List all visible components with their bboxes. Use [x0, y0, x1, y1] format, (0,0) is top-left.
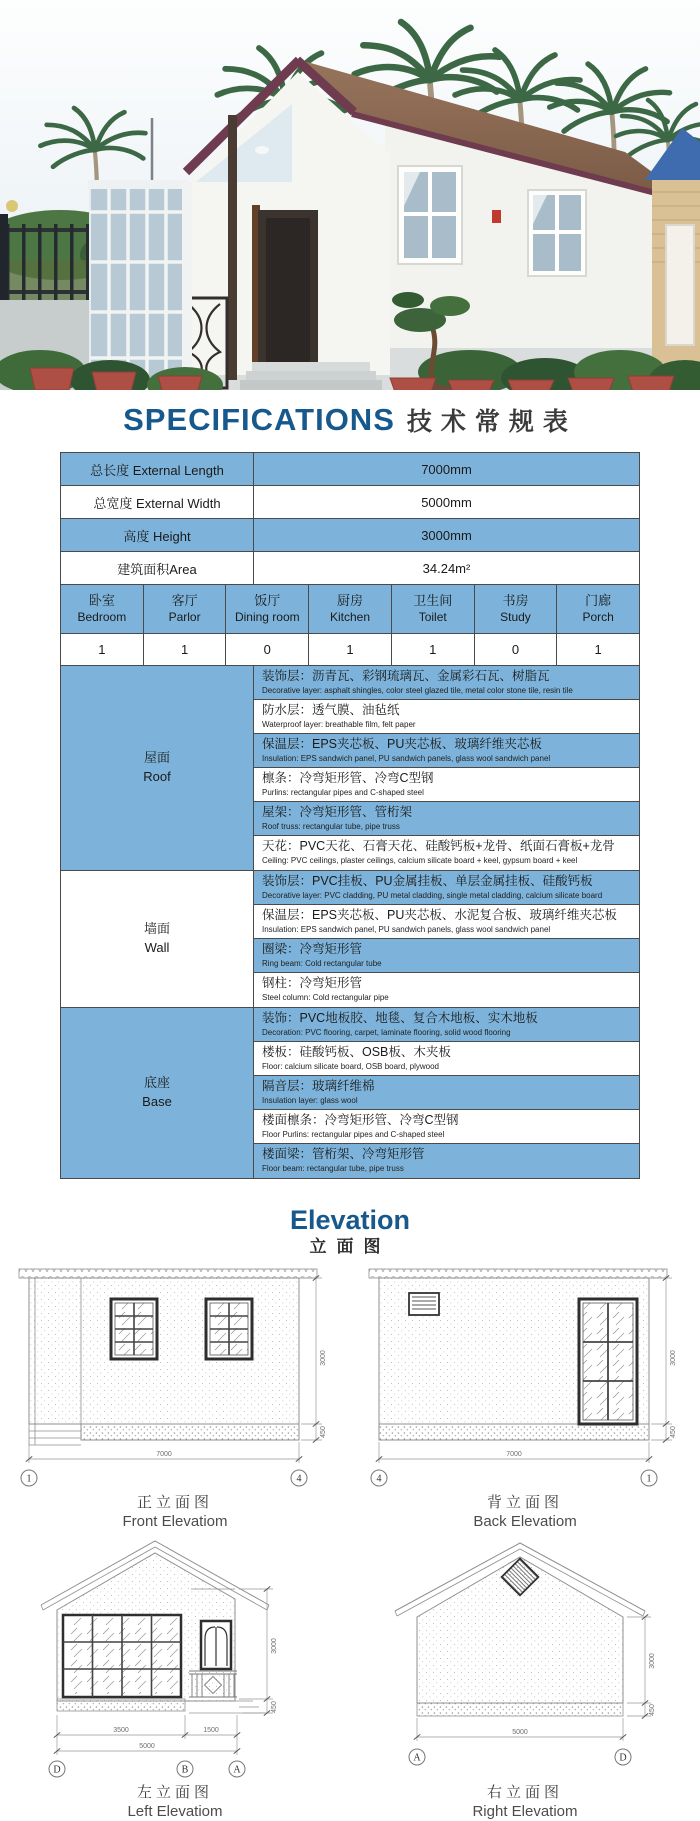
dim-width: 7000: [156, 1451, 172, 1458]
dim-value: 34.24m²: [422, 560, 471, 576]
grid-bubble-left: [21, 1470, 37, 1486]
table-row: 楼面檩条：冷弯矩形管、冷弯C型钢 Floor Purlins: rectangular pipes and C-shaped steel: [254, 1110, 639, 1144]
rooms-header-row: [61, 585, 639, 634]
table-row: 装饰层：PVC挂板、PU金属挂板、单层金属挂板、硅酸钙板 Decorative layer: PVC cladding, PU metal cladding, single metal cladding, calcium silicate board: [254, 871, 639, 905]
steps: [240, 362, 382, 390]
front-caption-en: Front Elevatiom: [122, 1513, 228, 1530]
dim-value: 7000mm: [421, 461, 472, 477]
left-caption-en: Left Elevatiom: [127, 1803, 223, 1820]
svg-text:A: A: [233, 1764, 241, 1776]
section-wall: [61, 871, 639, 1008]
svg-text:D: D: [619, 1752, 627, 1764]
dim-label: 总长度 External Length: [61, 453, 254, 485]
section-base: [61, 1008, 639, 1178]
right-caption-en: Right Elevatiom: [472, 1803, 578, 1820]
grid-bubble-right: [229, 1761, 245, 1777]
window-2: [528, 190, 586, 276]
grid-bubble-left: [49, 1761, 65, 1777]
steps: [235, 1701, 265, 1713]
svg-text:A: A: [413, 1752, 421, 1764]
dim-label: 建筑面积Area: [61, 552, 254, 584]
room-count: 1: [61, 634, 144, 665]
room-header-porch: 门廊 Porch: [582, 592, 614, 624]
dim-base: 450: [320, 1426, 327, 1438]
grid-bubble-left: [371, 1470, 387, 1486]
dim-value: 3000mm: [421, 527, 472, 543]
sunroom: [88, 180, 192, 378]
svg-text:D: D: [53, 1764, 61, 1776]
back-elevation: [350, 1263, 700, 1531]
window-1: [398, 166, 462, 264]
front-window-1: [111, 1299, 157, 1359]
table-row: 保温层：EPS夹芯板、PU夹芯板、水泥复合板、玻璃纤维夹芯板 Insulation: EPS sandwich panel, PU sandwich panels, glass wool sandwich panel: [254, 905, 639, 939]
room-count: 0: [475, 634, 558, 665]
table-row: 圈梁：冷弯矩形管 Ring beam: Cold rectangular tube: [254, 939, 639, 973]
elevation-drawings: [0, 1263, 700, 1821]
base-band: [57, 1699, 185, 1711]
front-caption-cn: 正立面图: [136, 1494, 213, 1511]
dim-width: 5000: [139, 1743, 155, 1750]
table-row: 天花：PVC天花、石膏天花、硅酸钙板+龙骨、纸面石膏板+龙骨 Ceiling: PVC ceilings, plaster ceilings, calcium silicate board + keel, gypsum board + keel: [254, 836, 639, 870]
base-band: [417, 1703, 623, 1716]
dim-height: 3000: [320, 1350, 327, 1366]
svg-text:1: 1: [646, 1473, 652, 1485]
rooms-count-row: [61, 634, 639, 666]
dim-height: 3000: [271, 1638, 278, 1654]
table-row: 装饰：PVC地板胶、地毯、复合木地板、实木地板 Decoration: PVC flooring, carpet, laminate flooring, solid wood flooring: [254, 1008, 639, 1042]
room-count: 0: [226, 634, 309, 665]
room-header-dining-room: 饭厅 Dining room: [226, 585, 309, 633]
dim-row-area: [61, 552, 639, 585]
section-roof: [61, 666, 639, 871]
section-label-roof: 屋面 Roof: [61, 666, 254, 870]
dim-row-height: [61, 519, 639, 552]
dim-width: 5000: [512, 1729, 528, 1736]
back-caption-cn: 背立面图: [486, 1494, 563, 1511]
table-row: 防水层：透气膜、油毡纸 Waterproof layer: breathable film, felt paper: [254, 700, 639, 734]
room-header-bedroom: 卧室 Bedroom: [61, 585, 144, 633]
svg-text:4: 4: [376, 1473, 382, 1485]
table-row: 隔音层：玻璃纤维棉 Insulation layer: glass wool: [254, 1076, 639, 1110]
dim-value: 5000mm: [421, 494, 472, 510]
page-title: [0, 390, 700, 450]
page-title-cn: 技术常规表: [406, 408, 577, 436]
room-header-kitchen: 厨房 Kitchen: [309, 585, 392, 633]
elevation-title-en: Elevation: [289, 1205, 411, 1235]
right-caption-cn: 右立面图: [486, 1784, 563, 1801]
dim-row-external-length: [61, 453, 639, 486]
right-elevation-drawing: [355, 1531, 695, 1783]
page-title-en: SPECIFICATIONS: [123, 402, 395, 437]
back-window: [579, 1299, 637, 1424]
section-label-base: 底座 Base: [61, 1008, 254, 1178]
section-label-wall: 墙面 Wall: [61, 871, 254, 1007]
front-elevation: [0, 1263, 350, 1531]
elevation-title-cn: 立面图: [309, 1237, 391, 1256]
left-elevation: [0, 1531, 350, 1821]
dim-label: 总宽度 External Width: [61, 486, 254, 518]
left-elevation-drawing: [5, 1531, 345, 1783]
dim-width: 7000: [506, 1451, 522, 1458]
louver-vent: [409, 1293, 439, 1315]
table-row: 楼面梁：管桁架、冷弯矩形管 Floor beam: rectangular tube, pipe truss: [254, 1144, 639, 1178]
dim-height: 3000: [670, 1350, 677, 1366]
table-row: 屋架：冷弯矩形管、管桁架 Roof truss: rectangular tube, pipe truss: [254, 802, 639, 836]
dim-seg1: 3500: [113, 1727, 129, 1734]
right-elevation: [350, 1531, 700, 1821]
porch-lamp: [255, 146, 269, 154]
front-window-2: [206, 1299, 252, 1359]
dim-base: 450: [670, 1426, 677, 1438]
grid-bubble-right: [641, 1470, 657, 1486]
house-photo: [0, 0, 700, 390]
room-header-parlor: 客厅 Parlor: [144, 585, 227, 633]
room-count: 1: [392, 634, 475, 665]
grid-bubble-mid: [177, 1761, 193, 1777]
dim-label: 高度 Height: [61, 519, 254, 551]
glass-curtain-wall: [63, 1615, 181, 1697]
grid-bubble-right: [291, 1470, 307, 1486]
room-header-toilet: 卫生间 Toilet: [392, 585, 475, 633]
front-elevation-drawing: [5, 1263, 345, 1493]
left-caption-cn: 左立面图: [136, 1784, 213, 1801]
back-caption-en: Back Elevatiom: [473, 1513, 577, 1530]
dim-base: 450: [649, 1704, 656, 1716]
spec-table: [60, 452, 640, 1179]
alarm-box: [492, 210, 501, 223]
dim-row-external-width: [61, 486, 639, 519]
door: [266, 218, 310, 368]
room-count: 1: [144, 634, 227, 665]
grid-bubble-right: [615, 1749, 631, 1765]
porch-post: [228, 115, 237, 380]
svg-text:4: 4: [296, 1473, 302, 1485]
dim-base: 450: [271, 1701, 278, 1713]
svg-text:B: B: [181, 1764, 189, 1776]
room-count: 1: [594, 642, 602, 657]
grid-bubble-left: [409, 1749, 425, 1765]
arched-door: [201, 1621, 231, 1669]
room-header-study: 书房 Study: [475, 585, 558, 633]
dim-seg2: 1500: [203, 1727, 219, 1734]
svg-text:1: 1: [26, 1473, 32, 1485]
table-row: 装饰层：沥青瓦、彩钢琉璃瓦、金属彩石瓦、树脂瓦 Decorative layer: asphalt shingles, color steel glazed tile, metal color stone tile, resin tile: [254, 666, 639, 700]
table-row: 檩条：冷弯矩形管、冷弯C型钢 Purlins: rectangular pipes and C-shaped steel: [254, 768, 639, 802]
dim-height: 3000: [649, 1653, 656, 1669]
room-count: 1: [309, 634, 392, 665]
table-row: 楼板：硅酸钙板、OSB板、木夹板 Floor: calcium silicate board, OSB board, plywood: [254, 1042, 639, 1076]
table-row: 保温层：EPS夹芯板、PU夹芯板、玻璃纤维夹芯板 Insulation: EPS sandwich panel, PU sandwich panels, glass wool sandwich panel: [254, 734, 639, 768]
back-elevation-drawing: [355, 1263, 695, 1493]
elevation-title: [0, 1205, 700, 1259]
table-row: 钢柱：冷弯矩形管 Steel column: Cold rectangular pipe: [254, 973, 639, 1007]
